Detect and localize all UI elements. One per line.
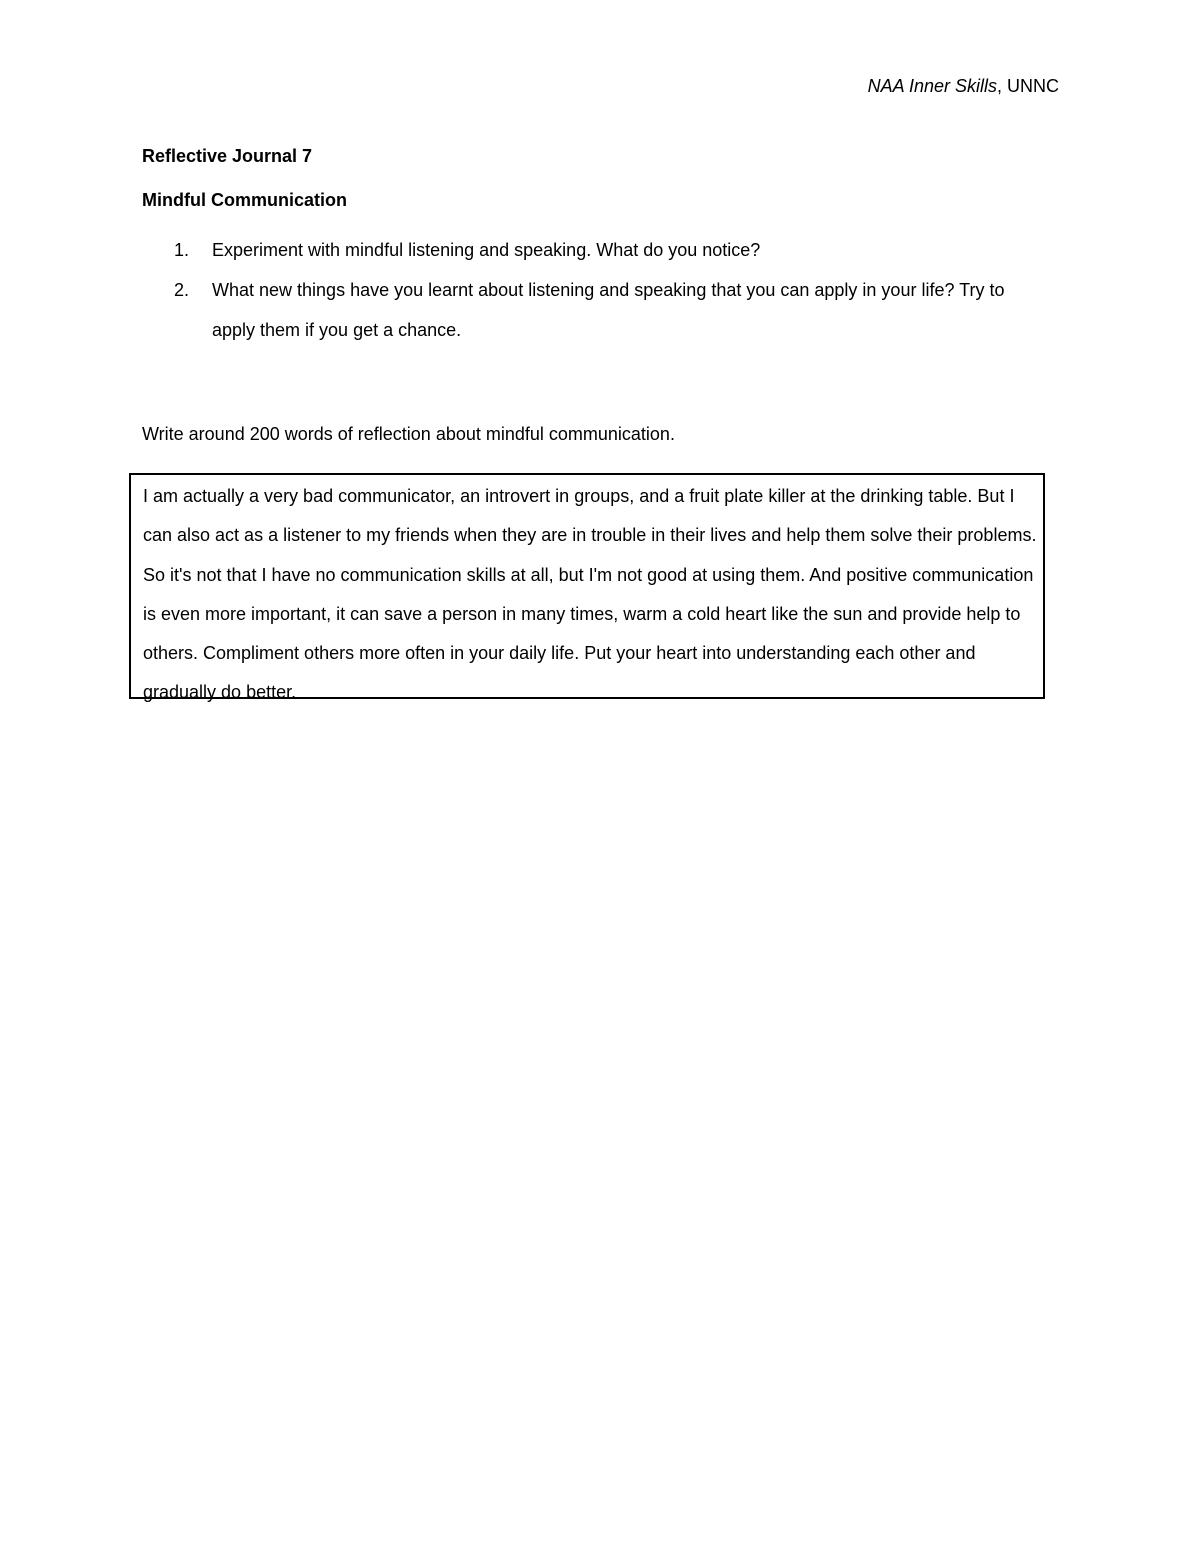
reflection-instruction: Write around 200 words of reflection about mindful communication.: [142, 424, 675, 444]
header-institution: , UNNC: [997, 76, 1059, 96]
question-list: [142, 230, 1042, 350]
reflection-answer-text: I am actually a very bad communicator, an introvert in groups, and a fruit plate killer at the drinking table. But I can also act as a listener to my friends when they are in trouble in their lives and help them solve their problems. So it's not that I have no communication skills at all, but I'm not good at using them. And positive communication is even more important, it can save a person in many times, warm a cold heart like the sun and provide help to others. Compliment others more often in your daily life. Put your heart into understanding each other and gradually do better.: [143, 486, 1037, 703]
reflection-answer-box: [129, 473, 1045, 703]
journal-subtitle: Mindful Communication: [142, 190, 347, 210]
question-text: Experiment with mindful listening and speaking. What do you notice?: [212, 240, 761, 260]
question-text: What new things have you learnt about listening and speaking that you can apply in your life? Try to apply them if you get a chance.: [212, 280, 1005, 340]
header-course: NAA Inner Skills: [867, 76, 997, 96]
journal-title: Reflective Journal 7: [142, 146, 313, 166]
page-header: [868, 74, 1059, 98]
question-number: 2.: [174, 280, 190, 300]
question-item: [142, 230, 1042, 270]
question-item: [142, 270, 1042, 350]
question-number: 1.: [174, 240, 190, 260]
